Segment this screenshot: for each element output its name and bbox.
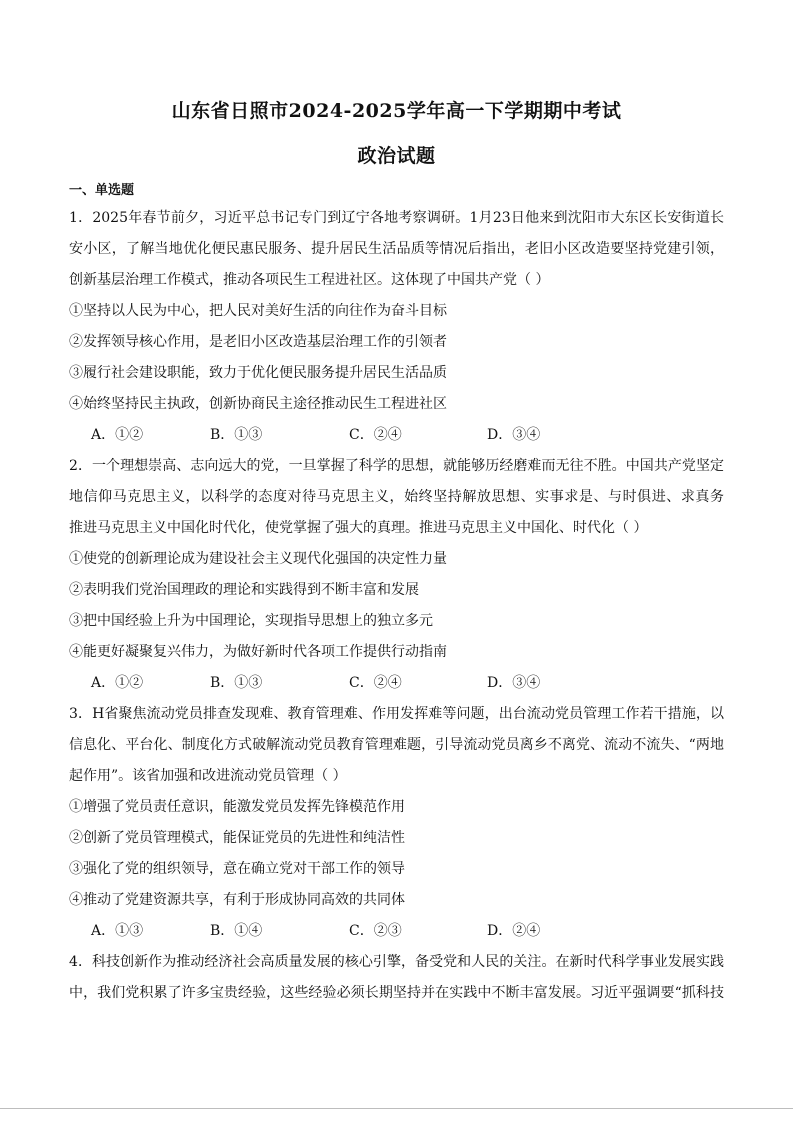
question-3-options: [69, 916, 724, 947]
question-2-item: ④能更好凝聚复兴伟力，为做好新时代各项工作提供行动指南: [69, 644, 447, 660]
question-1-item: ②发挥领导核心作用，是老旧小区改造基层治理工作的引领者: [69, 334, 447, 350]
question-3-item: ①增强了党员责任意识，能激发党员发挥先锋模范作用: [69, 799, 405, 815]
question-3-item: ②创新了党员管理模式，能保证党员的先进性和纯洁性: [69, 830, 405, 846]
option-b[interactable]: B．①③: [210, 675, 263, 691]
option-c[interactable]: C．②④: [349, 427, 402, 443]
question-3-stem-line: 3．H省聚焦流动党员排查发现难、教育管理难、作用发挥难等问题，出台流动党员管理工作若干措施，以: [69, 706, 724, 722]
question-1: [69, 203, 724, 451]
question-2: [69, 451, 724, 699]
question-1-options: [69, 420, 724, 451]
question-4-stem-line: 4．科技创新作为推动经济社会高质量发展的核心引擎，备受党和人民的关注。在新时代科学事业发展实践: [69, 954, 724, 970]
question-1-item: ①坚持以人民为中心，把人民对美好生活的向往作为奋斗目标: [69, 303, 447, 319]
option-b[interactable]: B．①③: [210, 427, 263, 443]
question-list: [69, 203, 724, 1009]
question-1-stem-line: 安小区，了解当地优化便民惠民服务、提升居民生活品质等情况后指出，老旧小区改造要坚持党建引领，: [69, 241, 724, 257]
question-3: [69, 699, 724, 947]
question-1-stem-line: 1．2025年春节前夕，习近平总书记专门到辽宁各地考察调研。1月23日他来到沈阳市大东区长安街道长: [69, 210, 724, 226]
option-d[interactable]: D．②④: [487, 923, 541, 939]
question-2-item: ①使党的创新理论成为建设社会主义现代化强国的决定性力量: [69, 551, 447, 567]
question-3-stem-line: 起作用”。该省加强和改进流动党员管理（ ）: [69, 768, 347, 784]
question-3-item: ④推动了党建资源共享，有利于形成协同高效的共同体: [69, 892, 405, 908]
question-3-stem-line: 信息化、平台化、制度化方式破解流动党员教育管理难题，引导流动党员离乡不离党、流动不流失、“两地: [69, 737, 724, 753]
question-2-stem-line: 推进马克思主义中国化时代化，使党掌握了强大的真理。推进马克思主义中国化、时代化（ ）: [69, 520, 648, 536]
option-d[interactable]: D．③④: [487, 675, 541, 691]
question-2-stem-line: 地信仰马克思主义，以科学的态度对待马克思主义，始终坚持解放思想、实事求是、与时俱进、求真务: [69, 489, 724, 505]
section-heading: 一、单选题: [69, 183, 135, 198]
option-a[interactable]: A．①②: [91, 427, 144, 443]
question-1-item: ④始终坚持民主执政，创新协商民主途径推动民生工程进社区: [69, 396, 447, 412]
question-2-item: ②表明我们党治国理政的理论和实践得到不断丰富和发展: [69, 582, 419, 598]
question-2-options: [69, 668, 724, 699]
option-c[interactable]: C．②④: [349, 675, 402, 691]
question-3-item: ③强化了党的组织领导，意在确立党对干部工作的领导: [69, 861, 405, 877]
exam-title: 山东省日照市2024-2025学年高一下学期期中考试: [171, 100, 622, 122]
question-4: [69, 947, 724, 1009]
page-bottom-divider: [0, 1108, 793, 1109]
option-a[interactable]: A．①③: [91, 923, 144, 939]
question-1-item: ③履行社会建设职能，致力于优化便民服务提升居民生活品质: [69, 365, 447, 381]
question-2-item: ③把中国经验上升为中国理论，实现指导思想上的独立多元: [69, 613, 433, 629]
question-2-stem-line: 2．一个理想崇高、志向远大的党，一旦掌握了科学的思想，就能够历经磨难而无往不胜。中国共产党坚定: [69, 458, 724, 474]
option-b[interactable]: B．①④: [210, 923, 263, 939]
question-1-stem-line: 创新基层治理工作模式，推动各项民生工程进社区。这体现了中国共产党（ ）: [69, 272, 550, 288]
option-a[interactable]: A．①②: [91, 675, 144, 691]
question-4-stem-line: 中，我们党积累了许多宝贵经验，这些经验必须长期坚持并在实践中不断丰富发展。习近平强调要“抓科技: [69, 985, 724, 1001]
option-d[interactable]: D．③④: [487, 427, 541, 443]
option-c[interactable]: C．②③: [349, 923, 402, 939]
exam-subtitle: 政治试题: [357, 145, 436, 167]
